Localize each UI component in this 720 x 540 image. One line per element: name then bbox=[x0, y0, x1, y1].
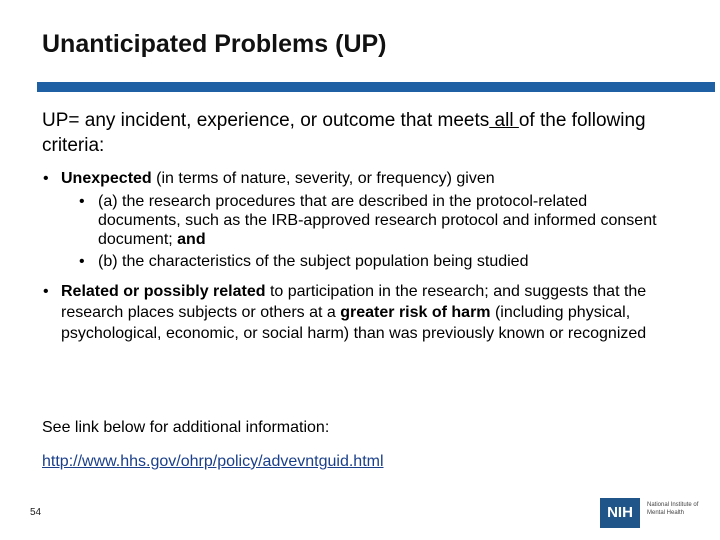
sub-criterion-procedures-text: (a) the research procedures that are described in the protocol-related documents, such as the IRB-approved research protocol and informed consent document; bbox=[98, 193, 657, 248]
see-link-label: See link below for additional information: bbox=[42, 419, 330, 436]
criterion-risk-bold: greater risk of harm bbox=[340, 304, 491, 321]
intro-pre: UP= any incident, experience, or outcome that meets bbox=[42, 110, 490, 131]
unexpected-sublist bbox=[79, 192, 667, 271]
intro-all-emphasis: all bbox=[489, 110, 519, 131]
intro-post: of the following criteria: bbox=[42, 110, 646, 156]
page-number: 54 bbox=[30, 507, 42, 518]
criteria-list bbox=[42, 168, 667, 344]
criterion-unexpected-text: (in terms of nature, severity, or frequency) given bbox=[151, 170, 495, 187]
sub-criterion-population: • (b) the characteristics of the subject population being studied bbox=[79, 252, 667, 271]
nimh-logo-text: National Institute of Mental Health bbox=[647, 502, 699, 516]
slide-title: Unanticipated Problems (UP) bbox=[42, 30, 387, 58]
criterion-unexpected bbox=[42, 168, 667, 271]
criterion-related-text-end: (including physical, psychological, economic, or social harm) than was previously known or recognized bbox=[61, 304, 647, 342]
title-divider bbox=[37, 82, 715, 92]
nih-logo-mark: NIH bbox=[600, 498, 640, 528]
criterion-related bbox=[42, 281, 667, 344]
criterion-related-text: to participation in the research; and suggests that the research places subjects or others at a bbox=[61, 283, 647, 321]
slide-content bbox=[42, 108, 667, 344]
sub-criterion-procedures bbox=[79, 192, 667, 249]
sub-criterion-and: and bbox=[177, 231, 206, 248]
criterion-unexpected-bold: Unexpected bbox=[61, 170, 152, 187]
ohrp-guidance-link[interactable]: http://www.hhs.gov/ohrp/policy/advevntguid.html bbox=[42, 453, 384, 470]
intro-text bbox=[42, 108, 667, 158]
criterion-related-bold: Related or possibly related bbox=[61, 283, 266, 300]
